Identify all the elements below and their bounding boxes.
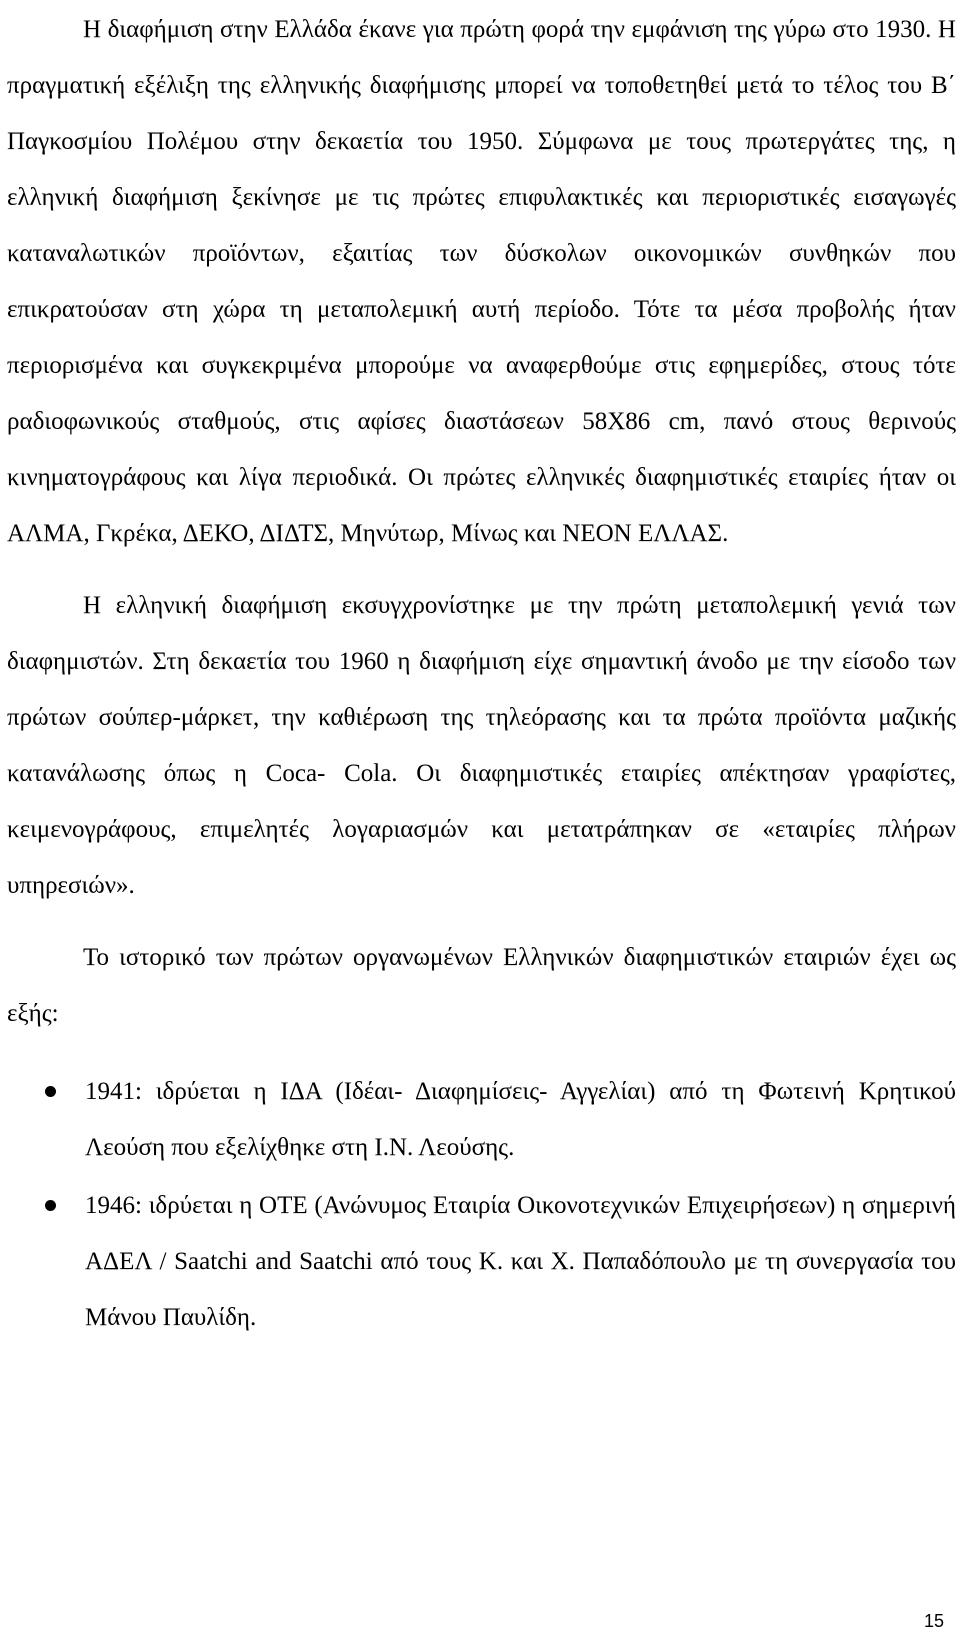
list-item-text: 1941: ιδρύεται η ΙΔΑ (Ιδέαι- Διαφημίσεις- Αγγελίαι) από τη Φωτεινή Κρητικού Λεούση που εξελίχθηκε στη Ι.Ν. Λεούσης. (85, 1078, 956, 1161)
paragraph-advertising-history: Η διαφήμιση στην Ελλάδα έκανε για πρώτη φορά την εμφάνιση της γύρω στο 1930. Η πραγματική εξέλιξη της ελληνικής διαφήμισης μπορεί να τοποθετηθεί μετά το τέλος του Β΄ Παγκοσμίου Πολέμου στην δεκαετία του 1950. Σύμφωνα με τους πρωτεργάτες της, η ελληνική διαφήμιση ξεκίνησε με τις πρώτες επιφυλακτικές και περιοριστικές εισαγωγές καταναλωτικών προϊόντων, εξαιτίας των δύσκολων οικονομικών συνθηκών που επικρατούσαν στη χώρα τη μεταπολεμική αυτή περίοδο. Τότε τα μέσα προβολής ήταν περιορισμένα και συγκεκριμένα μπορούμε να αναφερθούμε στις εφημερίδες, στους τότε ραδιοφωνικούς σταθμούς, στις αφίσες διαστάσεων 58Χ86 cm, πανό στους θερινούς κινηματογράφους και λίγα περιοδικά. Οι πρώτες ελληνικές διαφημιστικές εταιρίες ήταν οι ΑΛΜΑ, Γκρέκα, ΔΕΚΟ, ΔΙΔΤΣ, Μηνύτωρ, Μίνως και ΝΕΟΝ ΕΛΛΑΣ. (7, 16, 956, 547)
page-number: 15 (923, 1611, 944, 1631)
document-page (7, 0, 956, 1346)
paragraph-agencies-intro: Το ιστορικό των πρώτων οργανωμένων Ελληνικών διαφημιστικών εταιριών έχει ως εξής: (7, 944, 956, 1027)
list-item (7, 1064, 956, 1176)
list-item-text: 1946: ιδρύεται η ΟΤΕ (Ανώνυμος Εταιρία Οικονοτεχνικών Επιχειρήσεων) η σημερινή ΑΔΕΛ / Saatchi and Saatchi από τους Κ. και Χ. Παπαδόπουλο με τη συνεργασία του Μάνου Παυλίδη. (85, 1192, 956, 1331)
bullet-icon (45, 1086, 56, 1097)
agencies-bullet-list (7, 1064, 956, 1346)
list-item (7, 1178, 956, 1346)
bullet-icon (45, 1200, 56, 1211)
paragraph-modernization: Η ελληνική διαφήμιση εκσυγχρονίστηκε με την πρώτη μεταπολεμική γενιά των διαφημιστών. Στη δεκαετία του 1960 η διαφήμιση είχε σημαντική άνοδο με την είσοδο των πρώτων σούπερ-μάρκετ, την καθιέρωση της τηλεόρασης και τα πρώτα προϊόντα μαζικής κατανάλωσης όπως η Coca- Cola. Οι διαφημιστικές εταιρίες απέκτησαν γραφίστες, κειμενογράφους, επιμελητές λογαριασμών και μετατράπηκαν σε «εταιρίες πλήρων υπηρεσιών». (7, 592, 956, 899)
